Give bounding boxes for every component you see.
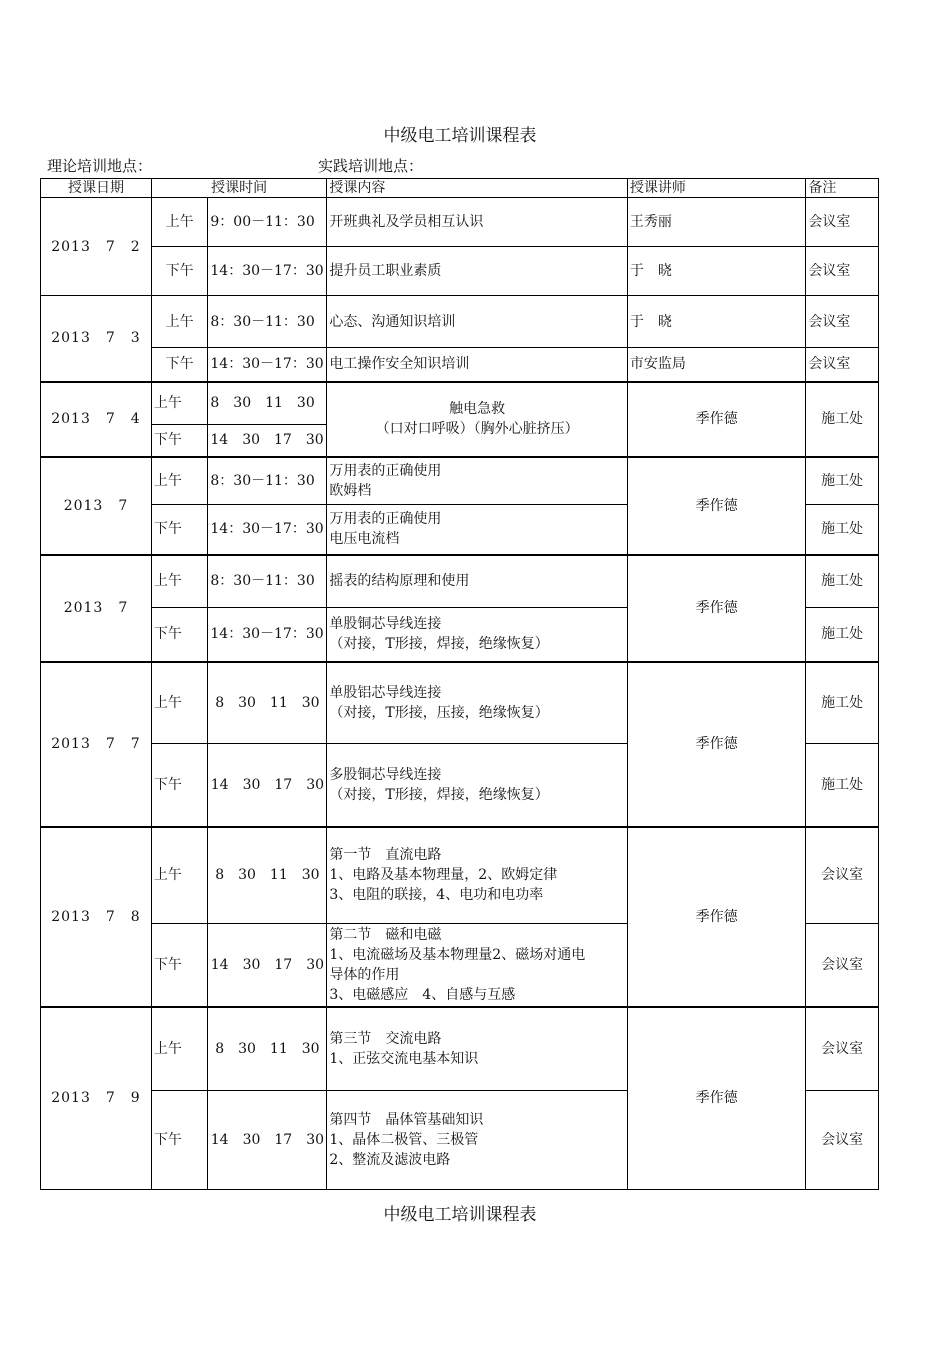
content-cell <box>327 662 628 744</box>
content-cell: 心态、沟通知识培训 <box>327 296 628 348</box>
content-line: 万用表的正确使用 <box>329 462 442 479</box>
content-line: 万用表的正确使用 <box>329 511 442 528</box>
content-line: （对接，T形接，压接，绝缘恢复） <box>329 704 549 721</box>
content-cell <box>327 827 628 924</box>
period-label: 上午 <box>151 555 207 608</box>
period-label: 下午 <box>151 744 207 827</box>
content-line: 1、电流磁场及基本物理量2、磁场对通电 <box>329 946 586 963</box>
period-label: 上午 <box>151 296 207 348</box>
content-line: 单股铝芯导线连接 <box>329 684 442 701</box>
content-cell <box>327 457 628 505</box>
note-cell: 施工处 <box>806 608 879 662</box>
time-cell: 9：00－11：30 <box>208 198 327 247</box>
table-row <box>41 1007 879 1091</box>
period-label: 上午 <box>151 457 207 505</box>
note-cell: 施工处 <box>806 505 879 555</box>
content-line: 第二节 磁和电磁 <box>329 926 442 943</box>
content-line: 触电急救 <box>449 401 506 417</box>
note-cell: 会议室 <box>806 924 879 1007</box>
time-cell: 14：30－17：30 <box>208 348 327 382</box>
table-row <box>41 662 879 744</box>
content-line: 2、整流及滤波电路 <box>329 1152 451 1168</box>
period-label: 上午 <box>151 198 207 247</box>
note-cell: 会议室 <box>806 1007 879 1091</box>
header-row <box>41 179 879 198</box>
note-cell: 施工处 <box>806 744 879 827</box>
footer-title: 中级电工培训课程表 <box>383 1205 537 1225</box>
teacher-cell: 季作德 <box>627 382 805 457</box>
time-cell: 8：30－11：30 <box>208 457 327 505</box>
teacher-cell: 季作德 <box>627 662 805 827</box>
content-cell: 提升员工职业素质 <box>327 247 628 296</box>
date-cell: 2013 7 <box>41 555 152 662</box>
table-row <box>41 198 879 247</box>
header-content: 授课内容 <box>327 179 628 198</box>
time-cell: 14 30 17 30 <box>208 1091 327 1190</box>
content-line: 电压电流档 <box>329 531 400 548</box>
note-cell: 施工处 <box>806 555 879 608</box>
note-cell: 会议室 <box>806 296 879 348</box>
header-note: 备注 <box>806 179 879 198</box>
content-line: 导体的作用 <box>329 966 400 983</box>
content-cell <box>327 924 628 1007</box>
content-cell <box>327 1007 628 1091</box>
table-row <box>41 247 879 296</box>
note-cell: 施工处 <box>806 662 879 744</box>
content-line: 1、晶体二极管、三极管 <box>329 1132 479 1148</box>
time-cell: 14 30 17 30 <box>208 744 327 827</box>
content-line: 第三节 交流电路 <box>329 1030 442 1047</box>
schedule-table <box>40 178 879 1190</box>
teacher-cell: 季作德 <box>627 1007 805 1190</box>
content-line: 摇表的结构原理和使用 <box>329 573 470 590</box>
teacher-cell: 季作德 <box>627 555 805 662</box>
time-cell: 8 30 11 30 <box>208 1007 327 1091</box>
teacher-cell: 于 晓 <box>627 296 805 348</box>
date-cell: 2013 7 3 <box>41 296 152 382</box>
content-cell <box>327 382 628 457</box>
period-label: 下午 <box>151 505 207 555</box>
period-label: 下午 <box>151 608 207 662</box>
note-cell: 施工处 <box>806 382 879 457</box>
time-cell: 14：30－17：30 <box>208 247 327 296</box>
table-row <box>41 348 879 382</box>
period-label: 下午 <box>151 1091 207 1190</box>
time-cell: 8 30 11 30 <box>208 662 327 744</box>
page-title: 中级电工培训课程表 <box>383 126 537 146</box>
content-cell <box>327 744 628 827</box>
note-cell: 会议室 <box>806 827 879 924</box>
period-label: 下午 <box>151 425 207 457</box>
content-line: 第一节 直流电路 <box>329 847 442 864</box>
teacher-cell: 王秀丽 <box>627 198 805 247</box>
table-row <box>41 827 879 924</box>
time-cell: 8：30－11：30 <box>208 296 327 348</box>
period-label: 下午 <box>151 348 207 382</box>
content-line: 3、电磁感应 4、自感与互感 <box>329 986 516 1003</box>
time-cell: 8 30 11 30 <box>208 827 327 924</box>
table-row <box>41 457 879 505</box>
date-cell: 2013 7 9 <box>41 1007 152 1190</box>
content-cell <box>327 608 628 662</box>
content-line: 3、电阻的联接，4、电功和电功率 <box>329 887 544 904</box>
content-cell: 电工操作安全知识培训 <box>327 348 628 382</box>
header-time: 授课时间 <box>151 179 326 198</box>
content-line: 1、正弦交流电基本知识 <box>329 1050 479 1067</box>
content-line: 多股铜芯导线连接 <box>329 766 442 783</box>
content-line: （对接，T形接，焊接，绝缘恢复） <box>329 636 549 653</box>
period-label: 下午 <box>151 247 207 296</box>
date-cell: 2013 7 7 <box>41 662 152 827</box>
note-cell: 会议室 <box>806 198 879 247</box>
period-label: 上午 <box>151 382 207 425</box>
time-cell: 14 30 17 30 <box>208 425 327 457</box>
teacher-cell: 于 晓 <box>627 247 805 296</box>
period-label: 上午 <box>151 662 207 744</box>
header-date: 授课日期 <box>41 179 152 198</box>
content-line: 1、电路及基本物理量，2、欧姆定律 <box>329 867 558 884</box>
content-cell <box>327 555 628 608</box>
note-cell: 施工处 <box>806 457 879 505</box>
content-cell <box>327 505 628 555</box>
time-cell: 14：30－17：30 <box>208 505 327 555</box>
date-cell: 2013 7 8 <box>41 827 152 1007</box>
note-cell: 会议室 <box>806 348 879 382</box>
content-line: 单股铜芯导线连接 <box>329 616 442 633</box>
content-line: 第四节 晶体管基础知识 <box>329 1112 484 1128</box>
time-cell: 14 30 17 30 <box>208 924 327 1007</box>
table-row <box>41 555 879 608</box>
table-row <box>41 382 879 425</box>
content-cell: 开班典礼及学员相互认识 <box>327 198 628 247</box>
teacher-cell: 市安监局 <box>627 348 805 382</box>
content-line: 欧姆档 <box>329 482 372 499</box>
teacher-cell: 季作德 <box>627 827 805 1007</box>
time-cell: 8：30－11：30 <box>208 555 327 608</box>
date-cell: 2013 7 2 <box>41 198 152 296</box>
theory-location-label: 理论培训地点： <box>47 157 153 175</box>
content-line: （口对口呼吸）（胸外心脏挤压） <box>375 421 579 437</box>
practice-location-label: 实践培训地点： <box>318 157 424 175</box>
teacher-cell: 季作德 <box>627 457 805 555</box>
content-line: （对接，T形接，焊接，绝缘恢复） <box>329 786 549 803</box>
period-label: 上午 <box>151 827 207 924</box>
content-cell <box>327 1091 628 1190</box>
period-label: 上午 <box>151 1007 207 1091</box>
time-cell: 14：30－17：30 <box>208 608 327 662</box>
date-cell: 2013 7 <box>41 457 152 555</box>
table-row <box>41 296 879 348</box>
note-cell: 会议室 <box>806 1091 879 1190</box>
time-cell: 8 30 11 30 <box>208 382 327 425</box>
date-cell: 2013 7 4 <box>41 382 152 457</box>
note-cell: 会议室 <box>806 247 879 296</box>
period-label: 下午 <box>151 924 207 1007</box>
header-teacher: 授课讲师 <box>627 179 805 198</box>
